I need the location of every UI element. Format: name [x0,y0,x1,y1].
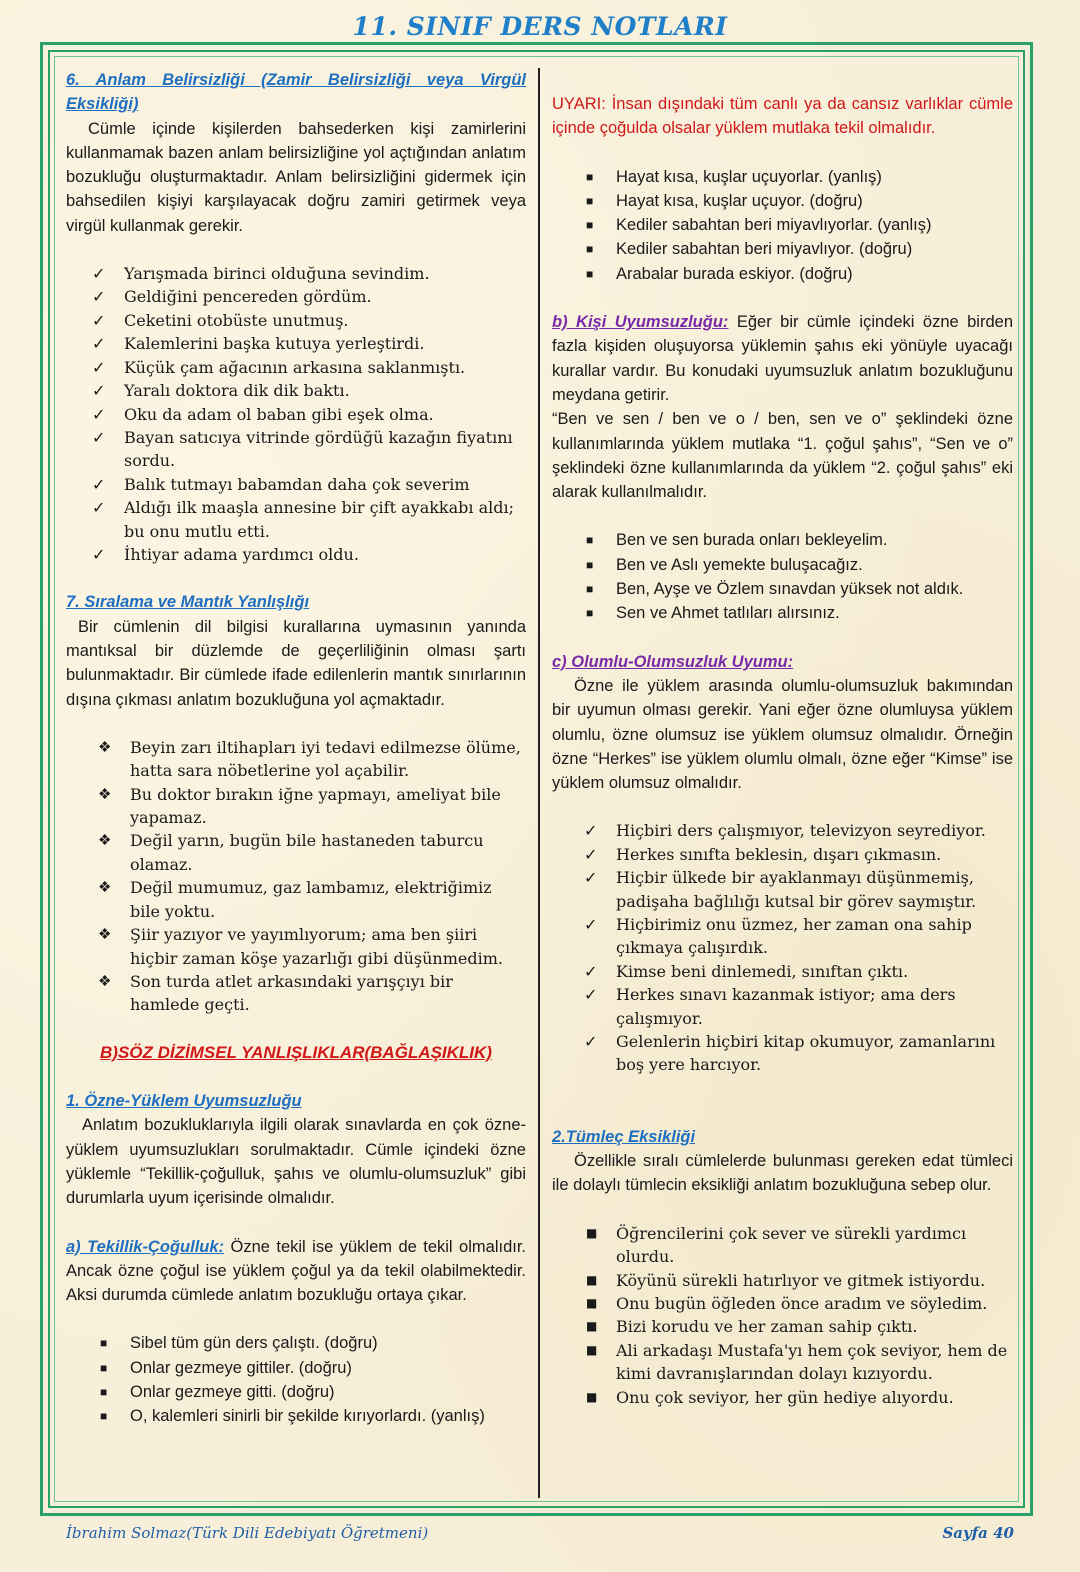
list-item: ■ Kediler sabahtan beri miyavlıyorlar. (yanlış) [552,213,1013,237]
check-icon: ✓ [92,427,106,447]
section-7-text: Bir cümlenin dil bilgisi kurallarına uymasının yanında mantıksal bir düzlemde de geçerliliğinin olması şartı bulunmaktadır. Bir cümlede ifade edilenlerin mantık sınırlarının dışına çıkması anlatım bozukluğuna yol açmaktadır. [66,617,526,709]
list-item: ■ Köyünü sürekli hatırlıyor ve gitmek istiyordu. [552,1269,1013,1292]
list-item: ❖ Şiir yazıyor ve yayımlıyorum; ama ben şiiri hiçbir zaman köşe yazarlığı gibi düşünmedim. [98,925,503,968]
section-b-examples [552,528,1013,625]
square-bullet-icon: ■ [586,1319,598,1334]
section-b-text: Eğer bir cümle içindeki özne birden fazla kişiden oluşuyorsa yüklemin şahıs eki yönüyle uyacağı kurallar vardır. Bu konudaki uyumsuzluk anlatım bozukluğunu meydana getirir. [552,313,1013,404]
column-divider [538,68,540,1498]
footer-author: İbrahim Solmaz(Türk Dili Edebiyatı Öğretmeni) [66,1524,429,1542]
square-bullet-icon: ■ [100,1336,108,1351]
square-bullet-icon: ■ [586,533,594,548]
list-item: ✓ Küçük çam ağacının arkasına saklanmıştı. [66,356,526,379]
square-bullet-icon: ■ [586,582,594,597]
list-item: ■ Hayat kısa, kuşlar uçuyor. (doğru) [552,189,1013,213]
check-icon: ✓ [92,287,106,307]
square-bullet-icon: ■ [586,1342,598,1357]
check-icon: ✓ [92,498,106,518]
diamond-bullet-icon: ❖ [98,925,112,944]
square-bullet-icon: ■ [100,1409,108,1424]
check-icon: ✓ [584,844,598,864]
list-item: ■ O, kalemleri sinirli bir şekilde kırıyorlardı. (yanlış) [66,1404,526,1428]
list-item: ❖ Beyin zarı iltihapları iyi tedavi edilmezse ölüme, hatta sara nöbetlerine yol açabilir. [98,737,521,781]
square-bullet-icon: ■ [586,557,594,572]
section-b-title: b) Kişi Uyumsuzluğu: [552,313,729,332]
square-bullet-icon: ■ [100,1384,108,1399]
check-icon: ✓ [92,404,106,424]
left-column [66,68,526,1429]
list-item: ■ Ben ve Aslı yemekte buluşacağız. [552,553,1013,577]
section-6-text: Cümle içinde kişilerden bahsederken kişi zamirlerini kullanmamak bazen anlam belirsizliğine yol açtığından anlatım bozukluğu oluşturmaktadır. Anlam belirsizliğini gidermek için bahsedilen kişiyi karşılayacak doğru zamiri getirmek veya virgül kullanmak gerekir. [66,119,526,235]
section-1-title: 1. Özne-Yüklem Uyumsuzluğu [66,1092,302,1111]
square-bullet-icon: ■ [586,218,594,233]
diamond-bullet-icon: ❖ [98,784,112,803]
square-bullet-icon: ■ [586,1389,598,1404]
list-item: ■ Onu bugün öğleden önce aradım ve söyledim. [552,1292,1013,1315]
check-icon: ✓ [92,310,106,330]
section-1-text: Anlatım bozukluklarıyla ilgili olarak sınavlarda en çok özne-yüklem uyumsuzlukları sorulmaktadır. Cümle içindeki özne yüklemle “Tekillik-çoğulluk, şahıs ve olumlu-olumsuzluk” gibi durumlarla uyum içerisinde olmalıdır. [66,1116,526,1208]
list-item: ■ Ben ve sen burada onları bekleyelim. [552,528,1013,552]
section-a-paragraph [66,1235,526,1308]
list-item: ■ Öğrencilerini çok sever ve sürekli yardımcı olurdu. [586,1223,967,1267]
list-item: ✓ İhtiyar adama yardımcı oldu. [66,543,526,566]
footer-page-number: Sayfa 40 [942,1524,1014,1542]
list-item: ✓ Bayan satıcıya vitrinde gördüğü kazağın fiyatını sordu. [92,427,513,471]
square-bullet-icon: ■ [586,242,594,257]
square-bullet-icon: ■ [586,1296,598,1310]
list-item: ❖ Son turda atlet arkasındaki yarışçıyı bir hamlede geçti. [98,971,453,1015]
check-icon: ✓ [584,915,598,935]
list-item: ■ Hayat kısa, kuşlar uçuyorlar. (yanlış) [552,165,1013,189]
diamond-bullet-icon: ❖ [98,878,112,897]
square-bullet-icon: ■ [586,1272,598,1287]
diamond-bullet-icon: ❖ [98,737,112,756]
check-icon: ✓ [584,961,598,981]
check-icon: ✓ [92,357,106,377]
square-bullet-icon: ■ [586,1225,598,1240]
section-2-examples [552,1222,1013,1409]
list-item: ✓ Oku da adam ol baban gibi eşek olma. [66,403,526,426]
check-icon: ✓ [584,1032,598,1052]
list-item: ✓ Kimse beni dinlemedi, sınıftan çıktı. [552,960,1013,983]
square-bullet-icon: ■ [586,169,594,184]
list-item: ❖ Bu doktor bırakın iğne yapmayı, ameliyat bile yapamaz. [98,784,501,828]
section-b-paragraph [552,310,1013,407]
section-B-title: B)SÖZ DİZİMSEL YANLIŞLIKLAR(BAĞLAŞIKLIK) [100,1042,492,1062]
check-icon: ✓ [584,985,598,1005]
section-c-text: Özne ile yüklem arasında olumlu-olumsuzluk bakımından bir uyumun olması gerekir. Yani eğer özne olumluysa yüklem olumlu, özne olumsuz ise yüklem olumsuz olmalıdır. Örneğin özne “Herkes” ise yüklem olumlu olmalı, özne eğer “Kimse” ise yüklem olumsuz olmalıdır. [552,676,1013,793]
page-header-title: 11. SINIF DERS NOTLARI [352,12,728,41]
diamond-bullet-icon: ❖ [98,831,112,850]
list-item: ✓ Ceketini otobüste unutmuş. [66,309,526,332]
list-item: ■ Arabalar burada eskiyor. (doğru) [552,262,1013,286]
list-item: ✓ Hiçbiri ders çalışmıyor, televizyon seyrediyor. [552,819,1013,842]
list-item: ■ Onlar gezmeye gittiler. (doğru) [66,1356,526,1380]
square-bullet-icon: ■ [586,266,594,281]
list-item: ✓ Aldığı ilk maaşla annesine bir çift ayakkabı aldı; bu onu mutlu etti. [92,498,515,541]
list-item: ✓ Gelenlerin hiçbiri kitap okumuyor, zamanlarını boş yere harcıyor. [584,1032,996,1075]
list-item: ■ Sibel tüm gün ders çalıştı. (doğru) [66,1331,526,1355]
section-2-text: Özellikle sıralı cümlelerde bulunması gereken edat tümleci ile dolaylı tümlecin eksikliği anlatım bozukluğuna sebep olur. [552,1152,1013,1195]
warning-examples [552,165,1013,286]
list-item: ■ Sen ve Ahmet tatlıları alırsınız. [552,601,1013,625]
check-icon: ✓ [584,821,598,841]
right-column [552,68,1013,1409]
section-b-text-2: “Ben ve sen / ben ve o / ben, sen ve o” şeklindeki özne kullanımlarında yüklem mutlaka “1. çoğul şahıs”, “Sen ve o” şeklindeki özne kullanımlarında da yüklem “2. çoğul şahıs” eki alarak kullanılmalıdır. [552,410,1013,502]
square-bullet-icon: ■ [100,1360,108,1375]
list-item: ❖ Değil yarın, bugün bile hastaneden taburcu olamaz. [98,831,484,874]
check-icon: ✓ [92,474,106,494]
section-a-examples [66,1331,526,1428]
section-a-text: Özne tekil ise yüklem de tekil olmalıdır. Ancak özne çoğul ise yüklem çoğul ya da tekil olabilmektedir. Aksi durumda cümlede anlatım bozukluğu ortaya çıkar. [66,1237,526,1305]
check-icon: ✓ [92,264,106,284]
check-icon: ✓ [92,334,106,354]
list-item: ■ Kediler sabahtan beri miyavlıyor. (doğru) [552,237,1013,261]
list-item: ✓ Balık tutmayı babamdan daha çok severim [66,473,526,496]
section-c-title: c) Olumlu-Olumsuzluk Uyumu: [552,652,794,671]
list-item: ✓ Geldiğini pencereden gördüm. [66,285,526,308]
list-item: ■ Ben, Ayşe ve Özlem sınavdan yüksek not aldık. [552,577,1013,601]
section-7-examples [66,736,526,1017]
list-item: ✓ Herkes sınavı kazanmak istiyor; ama ders çalışmıyor. [584,985,956,1028]
list-item: ■ Bizi korudu ve her zaman sahip çıktı. [552,1315,1013,1338]
list-item: ✓ Yaralı doktora dik dik baktı. [66,379,526,402]
section-6-title: 6. Anlam Belirsizliği (Zamir Belirsizliği veya Virgül Eksikliği) [66,71,526,114]
section-a-title: a) Tekillik-Çoğulluk: [66,1237,225,1256]
list-item: ✓ Hiçbir ülkede bir ayaklanmayı düşünmemiş, padişaha bağlılığı kutsal bir görev saymıştır. [584,868,977,911]
list-item: ✓ Kalemlerini başka kutuya yerleştirdi. [66,332,526,355]
section-2-title: 2.Tümleç Eksikliği [552,1127,696,1146]
section-7-title: 7. Sıralama ve Mantık Yanlışlığı [66,593,310,612]
list-item: ❖ Değil mumumuz, gaz lambamız, elektriğimiz bile yoktu. [98,878,492,921]
list-item: ■ Onlar gezmeye gitti. (doğru) [66,1380,526,1404]
check-icon: ✓ [92,544,106,564]
section-c-examples [552,819,1013,1076]
diamond-bullet-icon: ❖ [98,971,112,990]
list-item: ✓ Yarışmada birinci olduğuna sevindim. [66,262,526,285]
list-item: ✓ Herkes sınıfta beklesin, dışarı çıkmasın. [552,843,1013,866]
list-item: ■ Onu çok seviyor, her gün hediye alıyordu. [552,1386,1013,1409]
section-6-examples [66,262,526,566]
check-icon: ✓ [584,868,598,888]
list-item: ✓ Hiçbirimiz onu üzmez, her zaman ona sahip çıkmaya çalışırdık. [584,915,972,958]
square-bullet-icon: ■ [586,193,594,208]
list-item: ■ Ali arkadaşı Mustafa'yı hem çok seviyor, hem de kimi davranışlarından dolayı kızıyordu. [586,1340,1008,1384]
square-bullet-icon: ■ [586,606,594,621]
warning-text: UYARI: İnsan dışındaki tüm canlı ya da cansız varlıklar cümle içinde çoğulda olsalar yüklem mutlaka tekil olmalıdır. [552,95,1013,138]
check-icon: ✓ [92,381,106,401]
